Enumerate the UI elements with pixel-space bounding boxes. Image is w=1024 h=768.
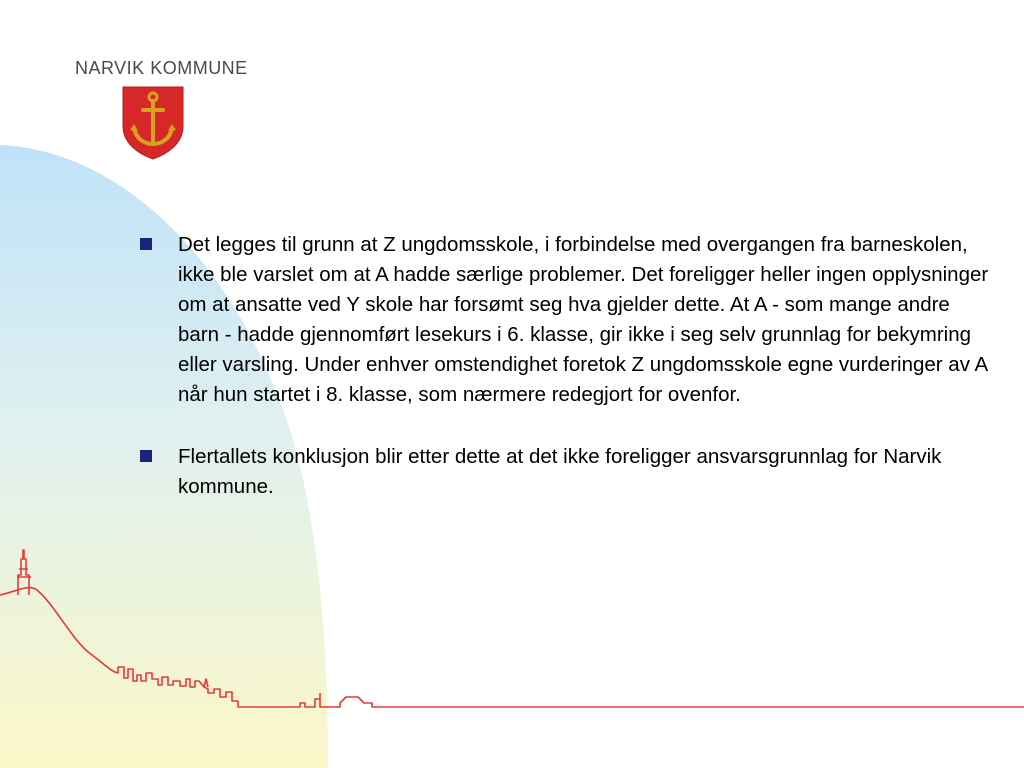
logo-text: NARVIK KOMMUNE (75, 58, 248, 78)
square-bullet-icon (140, 450, 152, 462)
anchor-crest-icon (122, 86, 184, 160)
bullet-text: Det legges til grunn at Z ungdomsskole, i forbindelse med overgangen fra barneskolen, ikke ble varslet om at A hadde særlige problemer. Det foreligger heller ingen opplysninger om at ansatte ved Y skole har forsømt seg hva gjelder dette. At A - som mange andre barn - hadde gjennomført lesekurs i 6. klasse, gir ikke i seg selv grunnlag for bekymring eller varsling. Under enhver omstendighet foretok Z ungdomsskole egne vurderinger av A når hun startet i 8. klasse, som nærmere redegjort for ovenfor. (178, 233, 989, 406)
bullet-item (140, 230, 990, 410)
bullet-text: Flertallets konklusjon blir etter dette at det ikke foreligger ansvarsgrunnlag for Narvik kommune. (178, 445, 942, 498)
bullet-list (140, 230, 990, 534)
square-bullet-icon (140, 238, 152, 250)
bullet-item (140, 442, 990, 502)
city-skyline-drawing (0, 545, 1024, 720)
